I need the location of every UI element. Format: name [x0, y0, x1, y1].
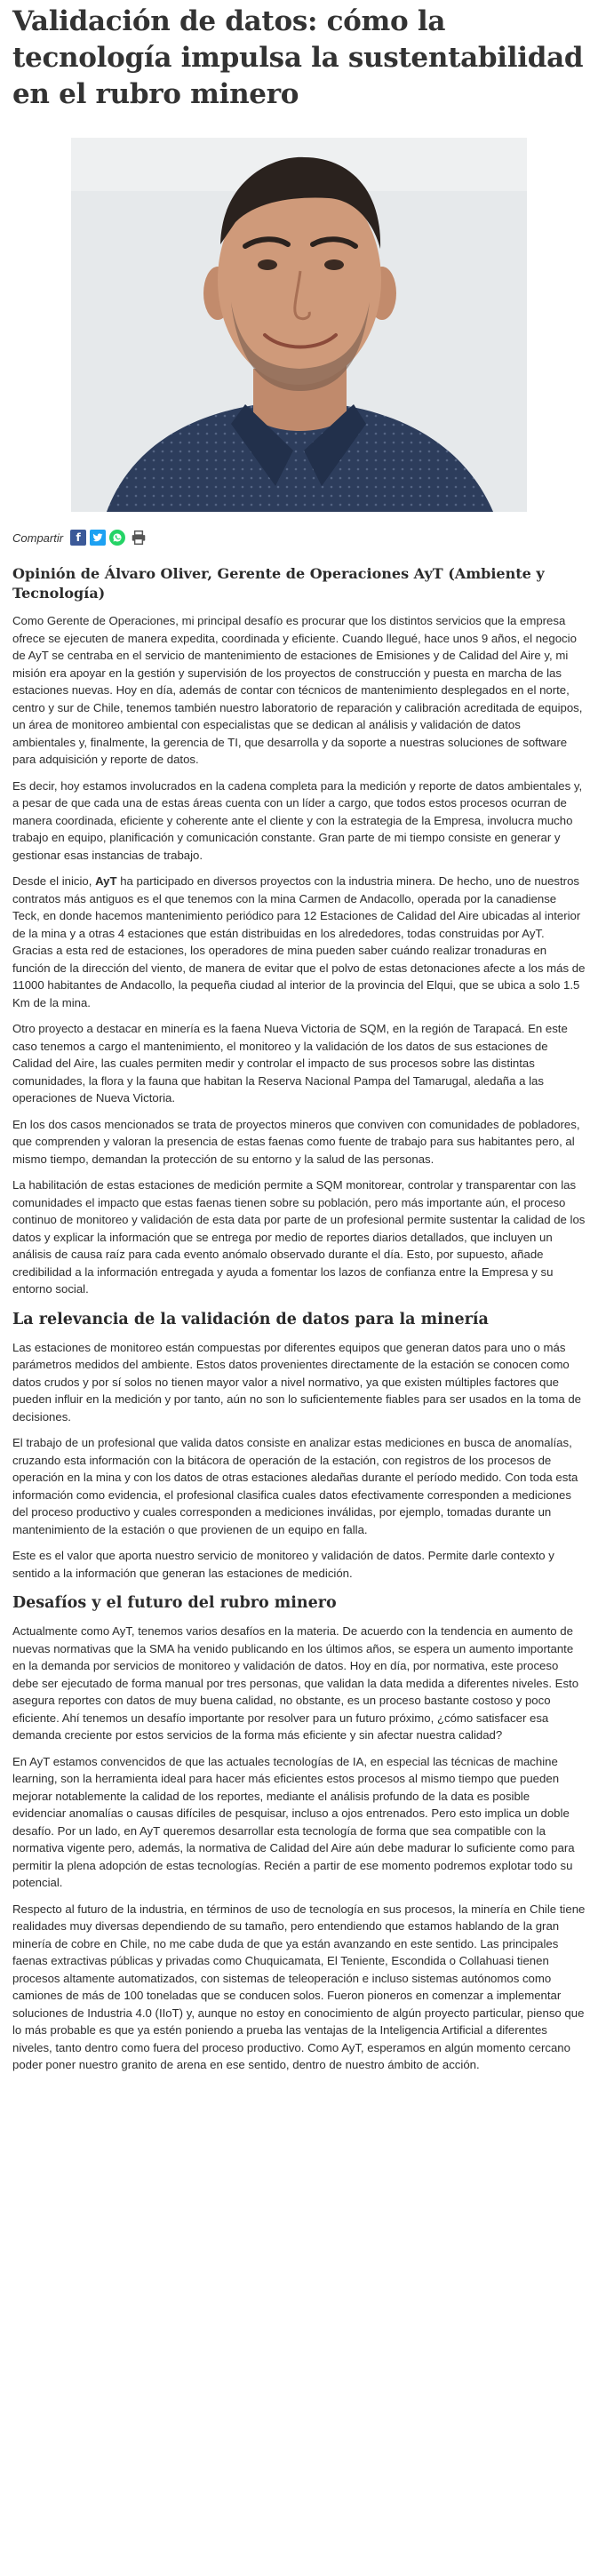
company-name: AyT	[95, 874, 117, 888]
section-heading-validacion: La relevancia de la validación de datos para la minería	[12, 1310, 489, 1328]
share-bar	[12, 520, 586, 555]
paragraph-12: Respecto al futuro de la industria, en términos de uso de tecnología en sus procesos, la minería en Chile tiene realidades muy diversas dependiendo de su tamaño, pero entendiendo que estamos hablando de la gran minería de cobre en Chile, no me cabe duda de que ya están avanzando en este sentido. Las principales faenas extractivas públicas y privadas como Chuquicamata, El Teniente, Escondida o Collahuasi tienen procesos altamente automatizados, con sistemas de teleoperación e incluso sistemas autónomos como camiones de más de 100 toneladas que se conducen solos. Fueron pioneros en comenzar a implementar soluciones de Industria 4.0 (IIoT) y, aunque no estoy en conocimiento de algún proyecto particular, pienso que lo más probable es que ya estén poniendo a prueba las ventajas de la Inteligencia Artificial a diferentes niveles, tanto dentro como fuera del proceso productivo. Como AyT, esperamos en algún momento cercano poder poner nuestro granito de arena en ese sentido, dentro de nuestro ámbito de acción.	[12, 1902, 586, 2071]
share-label: Compartir	[12, 530, 64, 545]
paragraph-3	[12, 873, 586, 1011]
paragraph-2: Es decir, hoy estamos involucrados en la cadena completa para la medición y reporte de datos ambientales y, a pesar de que cada una de estas áreas cuenta con un líder a cargo, que todos estos procesos ocurran de manera coordinada, eficiente y coherente ante el cliente y con la estrategia de la Empresa, involucra mucho trabajo en equipo, planificación y comunicación constante. Gran parte de mi tiempo consiste en generar y gestionar esas instancias de trabajo.	[12, 778, 583, 862]
paragraph-7: Las estaciones de monitoreo están compuestas por diferentes equipos que generan datos para uno o más parámetros medidos del ambiente. Estos datos provenientes directamente de la estación se conocen como datos crudos y por sí solos no tienen mayor valor a nivel normativo, ya que existen múltiples factores que pueden influir en la medición y por tanto, aún no son lo suficientemente fiables para ser usados en la toma de decisiones.	[12, 1340, 581, 1424]
print-icon[interactable]	[129, 530, 148, 546]
section-heading-desafios: Desafíos y el futuro del rubro minero	[12, 1594, 337, 1612]
facebook-icon[interactable]: f	[70, 530, 86, 546]
paragraph-9: Este es el valor que aporta nuestro servicio de monitoreo y validación de datos. Permite darle contexto y sentido a la información que generan las estaciones de medición.	[12, 1549, 554, 1580]
paragraph-3-lead: Desde el inicio,	[12, 874, 96, 888]
paragraph-8: El trabajo de un profesional que valida datos consiste en analizar estas mediciones en busca de anomalías, cruzando esta información con la bitácora de operación de la estación, con registros de los procesos de operación en la mina y con los datos de otras estaciones aledañas durante el período medido. Con toda esta información como evidencia, el profesional clasifica cuales datos efectivamente corresponden a mediciones del proceso productivo y cuales corresponden a mediciones inválidas, por ejemplo, tomadas durante un mantenimiento de la estación o que provienen de un equipo en falla.	[12, 1436, 578, 1536]
author-photo	[71, 138, 527, 512]
portrait-illustration	[71, 138, 527, 512]
paragraph-11: En AyT estamos convencidos de que las actuales tecnologías de IA, en especial las técnicas de machine learning, son la herramienta ideal para hacer más eficientes estos procesos al mismo tiempo que pueden mejorar notablemente la calidad de los reportes, mediante el análisis profundo de la data es posible evidenciar anomalías o causas difíciles de pesquisar, incluso a ojos entrenados. Pero esto implica un doble desafío. Por un lado, en AyT queremos desarrollar esta tecnología de forma que sea compatible con la normativa vigente pero, además, la normativa de Calidad del Aire aún debe madurar lo suficiente como para permitir la plena adopción de estas tecnologías. Recién a partir de ese momento podremos explotar todo su potencial.	[12, 1754, 575, 1889]
paragraph-10: Actualmente como AyT, tenemos varios desafíos en la materia. De acuerdo con la tendencia en aumento de nuevas normativas que la SMA ha venido publicando en los últimos años, se espera un aumento importante en la demanda por servicios de monitoreo y validación de datos. Hoy en día, por normativa, este proceso debe ser ejecutado de forma manual por tres personas, que validan la data medida a diferentes niveles. Esto asegura reportes con datos de muy buena calidad, no obstante, es un proceso bastante costoso y poco eficiente. Ahí tenemos un desafío importante por resolver para un futuro próximo, ¿cómo satisfacer esa demanda creciente por estos servicios de la forma más eficiente y sin afectar nuestra calidad?	[12, 1624, 579, 1742]
twitter-icon[interactable]	[90, 530, 106, 546]
whatsapp-icon[interactable]	[109, 530, 125, 546]
paragraph-3-rest: ha participado en diversos proyectos con la industria minera. De hecho, uno de nuestros contratos más antiguos es el que tenemos con la mina Carmen de Andacollo, operada por la canadiense Teck, en donde hacemos mantenimiento periódico para 12 Estaciones de Calidad del Aire ubicadas al interior de la mina y a otras 4 estaciones que están distribuidas en los alrededores, todas construidas por AyT. Gracias a esta red de estaciones, los operadores de mina pueden saber cuándo realizar tronaduras en función de la dirección del viento, de manera de evitar que el polvo de estas detonaciones afecte a los más de 11000 habitantes de Andacollo, la pequeña ciudad al interior de la provincia del Elqui, que se ubica a solo 1.5 Km de la mina.	[12, 874, 586, 1009]
paragraph-5: En los dos casos mencionados se trata de proyectos mineros que conviven con comunidades de pobladores, que comprenden y valoran la presencia de estas faenas como fuente de trabajo para sus habitantes pero, al mismo tiempo, demandan la protección de su entorno y la salud de las personas.	[12, 1117, 580, 1166]
author-byline: Opinión de Álvaro Oliver, Gerente de Operaciones AyT (Ambiente y Tecnología)	[12, 565, 545, 602]
paragraph-1: Como Gerente de Operaciones, mi principal desafío es procurar que los distintos servicios que la empresa ofrece se ejecuten de manera expedita, coordinada y eficiente. Cuando llegué, hace unos 9 años, el negocio de AyT se centraba en el servicio de mantenimiento de estaciones de Emisiones y de Calidad del Aire y, mi misión era apoyar en la gestión y supervisión de los proyectos de construcción y puesta en marcha de las estaciones nuevas. Hoy en día, además de contar con técnicos de mantenimiento desplegados en el norte, centro y sur de Chile, tenemos también nuestro laboratorio de reparación y calibración acreditada de equipos, un área de monitoreo ambiental con especialistas que se dedican al análisis y validación de datos ambientales y, finalmente, la gerencia de TI, que desarrolla y da soporte a nuestras soluciones de software para adquisición y reporte de datos.	[12, 614, 583, 766]
paragraph-6: La habilitación de estas estaciones de medición permite a SQM monitorear, controlar y transparentar con las comunidades el impacto que estas faenas tienen sobre su población, pero más importante aún, el proceso continuo de monitoreo y validación de esta data por parte de un profesional permite sustentar la calidad de los datos y explicar la información que se entrega por medio de reportes diarios detallados, que incluyen un análisis de causa raíz para cada evento anómalo observado durante el día. Esto, por supuesto, añade credibilidad a la información entregada y ayuda a fomentar los lazos de confianza entre la Empresa y su entorno social.	[12, 1178, 586, 1296]
paragraph-4: Otro proyecto a destacar en minería es la faena Nueva Victoria de SQM, en la región de Tarapacá. En este caso tenemos a cargo el mantenimiento, el monitoreo y la validación de los datos de sus estaciones de Calidad del Aire, las cuales permiten medir y controlar el impacto de sus procesos sobre las distintas comunidades, la flora y la fauna que habitan la Reserva Nacional Pampa del Tamarugal, aledaña a las operaciones de Nueva Victoria.	[12, 1022, 568, 1105]
article-title: Validación de datos: cómo la tecnología impulsa la sustentabilidad en el rubro minero	[12, 5, 584, 110]
